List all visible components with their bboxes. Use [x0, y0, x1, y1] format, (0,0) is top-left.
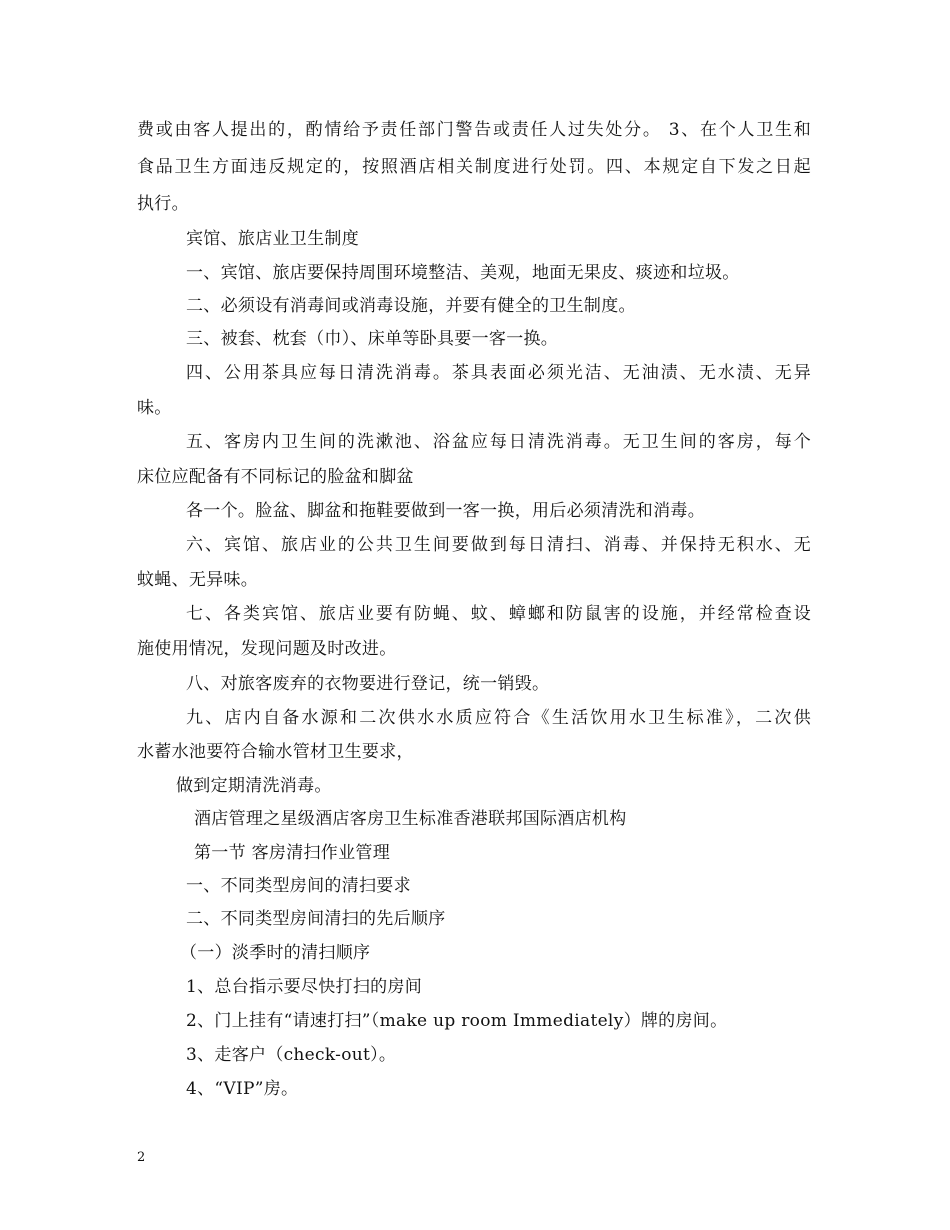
section-heading: 宾馆、旅店业卫生制度 — [186, 229, 359, 249]
text-line: 食品卫生方面违反规定的，按照酒店相关制度进行处罚。四、本规定自下发之日起 — [137, 157, 811, 177]
text-line: 一、宾馆、旅店要保持周围环境整洁、美观，地面无果皮、痰迹和垃圾。 — [186, 263, 740, 283]
text-line: 费或由客人提出的，酌情给予责任部门警告或责任人过失处分。 3、在个人卫生和 — [137, 120, 811, 140]
text-line: 味。 — [137, 398, 172, 418]
section-heading: 第一节 客房清扫作业管理 — [194, 843, 391, 863]
document-subtitle: 酒店管理之星级酒店客房卫生标准香港联邦国际酒店机构 — [194, 809, 627, 829]
text-line: 做到定期清洗消毒。 — [176, 776, 332, 796]
text-line: 二、必须设有消毒间或消毒设施，并要有健全的卫生制度。 — [186, 296, 636, 316]
text-line: 七、各类宾馆、旅店业要有防蝇、蚊、蟑螂和防鼠害的设施，并经常检查设 — [186, 604, 811, 624]
page-number: 2 — [137, 1150, 146, 1165]
text-line: 四、公用茶具应每日清洗消毒。茶具表面必须光洁、无油渍、无水渍、无异 — [186, 363, 811, 383]
text-line: 六、宾馆、旅店业的公共卫生间要做到每日清扫、消毒、并保持无积水、无 — [186, 535, 811, 555]
text-line: 水蓄水池要符合输水管材卫生要求， — [137, 742, 414, 762]
text-line: 蚊蝇、无异味。 — [137, 570, 259, 590]
text-line: 各一个。脸盆、脚盆和拖鞋要做到一客一换，用后必须清洗和消毒。 — [186, 501, 705, 521]
text-line: 4、“VIP”房。 — [186, 1079, 299, 1099]
text-line: 1、总台指示要尽快打扫的房间 — [186, 977, 423, 997]
text-line: 一、不同类型房间的清扫要求 — [186, 876, 411, 896]
text-line: 八、对旅客废弃的衣物要进行登记，统一销毁。 — [186, 674, 550, 694]
text-line: 三、被套、枕套（巾）、床单等卧具要一客一换。 — [186, 329, 559, 349]
text-line: 执行。 — [137, 194, 189, 214]
text-line: 床位应配备有不同标记的脸盆和脚盆 — [137, 467, 414, 487]
text-line: 五、客房内卫生间的洗漱池、浴盆应每日清洗消毒。无卫生间的客房，每个 — [186, 432, 811, 452]
text-line: 二、不同类型房间清扫的先后顺序 — [186, 909, 446, 929]
text-line: 施使用情况，发现问题及时改进。 — [137, 639, 397, 659]
text-line: 九、店内自备水源和二次供水水质应符合《生活饮用水卫生标准》，二次供 — [186, 708, 811, 728]
text-line: （一）淡季时的清扫顺序 — [180, 943, 371, 963]
text-line: 2、门上挂有“请速打扫”（make up room Immediately）牌的房间。 — [186, 1011, 728, 1031]
text-line: 3、走客户（check-out）。 — [186, 1045, 397, 1065]
